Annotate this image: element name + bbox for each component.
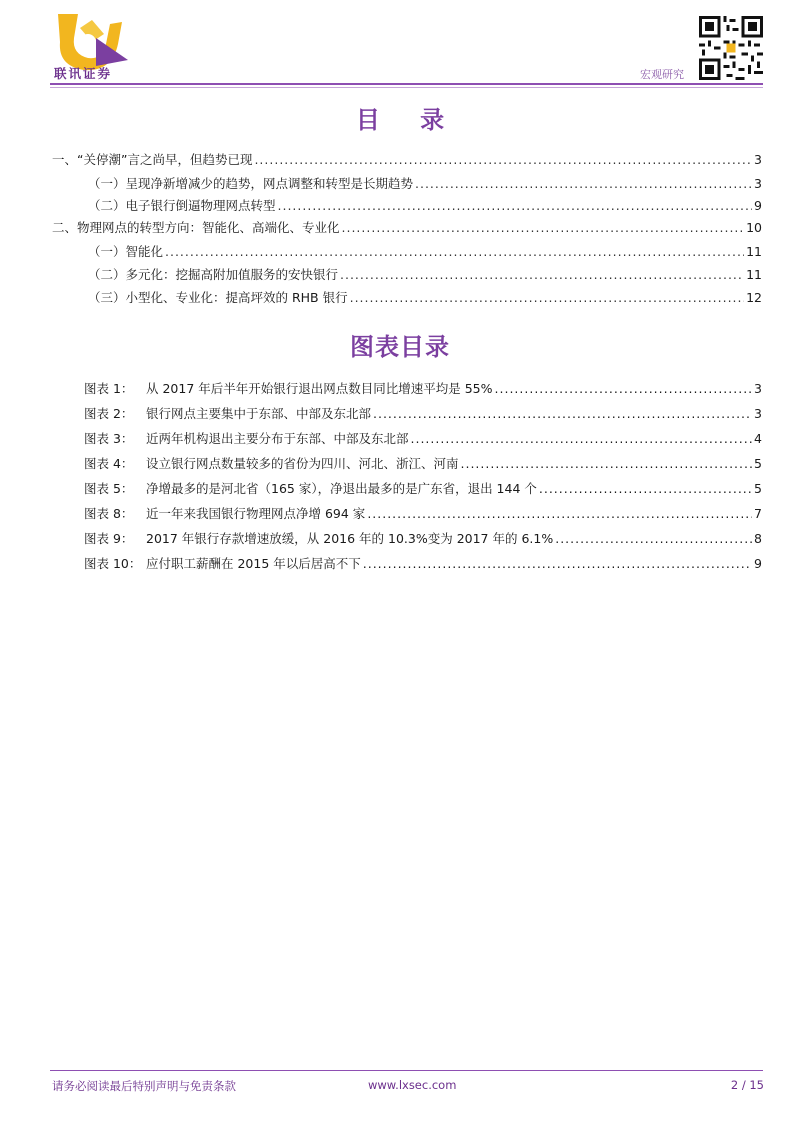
figure-entry-text: 近一年来我国银行物理网点净增 694 家	[146, 506, 366, 521]
figure-leader	[411, 431, 753, 446]
figure-leader	[555, 531, 752, 546]
figure-entry-page: 8	[754, 531, 762, 546]
toc-entry[interactable]	[0, 242, 800, 260]
toc-entry-page: 11	[746, 267, 762, 282]
figure-entry[interactable]	[0, 504, 800, 522]
company-logo-text: 联讯证券	[54, 66, 113, 81]
toc-entry-page: 9	[754, 198, 762, 213]
toc-leader	[350, 290, 744, 305]
figure-entry-label: 图表 10：	[84, 556, 142, 571]
toc-entry-page: 10	[746, 220, 762, 235]
figure-entry-page: 5	[754, 481, 762, 496]
figure-entry-label: 图表 8：	[84, 506, 134, 521]
header-rule	[50, 83, 763, 85]
figure-entry[interactable]	[0, 479, 800, 497]
footer-disclaimer: 请务必阅读最后特别声明与免责条款	[52, 1079, 236, 1093]
figure-entry-text: 2017 年银行存款增速放缓，从 2016 年的 10.3%变为 2017 年的 6.1%	[146, 531, 554, 546]
toc-entry-page: 12	[746, 290, 762, 305]
figure-entry-label: 图表 4：	[84, 456, 134, 471]
toc-entry[interactable]	[0, 218, 800, 236]
figure-leader	[495, 381, 753, 396]
figure-entry-label: 图表 5：	[84, 481, 134, 496]
toc-entry-text: （三）小型化、专业化：提高坪效的 RHB 银行	[88, 290, 348, 305]
figure-entry-page: 7	[754, 506, 762, 521]
figure-list-title: 图表目录	[350, 333, 450, 361]
toc-leader	[278, 198, 753, 213]
figure-leader	[461, 456, 753, 471]
toc-entry-page: 3	[754, 176, 762, 191]
figure-entry-label: 图表 9：	[84, 531, 134, 546]
figure-entry[interactable]	[0, 454, 800, 472]
section-label: 宏观研究	[640, 68, 684, 81]
toc-entry[interactable]	[0, 174, 800, 192]
figure-entry[interactable]	[0, 554, 800, 572]
figure-entry[interactable]	[0, 529, 800, 547]
figure-entry[interactable]	[0, 429, 800, 447]
toc-entry[interactable]	[0, 288, 800, 306]
toc-title: 目 录	[355, 106, 461, 134]
toc-leader	[254, 152, 752, 167]
figure-entry-label: 图表 3：	[84, 431, 134, 446]
footer-website-link[interactable]: www.lxsec.com	[368, 1078, 457, 1092]
footer-page-number: 2 / 15	[730, 1078, 764, 1092]
figure-entry-page: 3	[754, 381, 762, 396]
figure-entry-text: 净增最多的是河北省（165 家），净退出最多的是广东省，退出 144 个	[146, 481, 537, 496]
toc-entry-text: （一）智能化	[88, 244, 164, 259]
header-rule-thin	[50, 87, 763, 88]
toc-entry-text: （二）电子银行倒逼物理网点转型	[88, 198, 276, 213]
page-header	[0, 0, 800, 90]
figure-entry[interactable]	[0, 379, 800, 397]
figure-entry-text: 近两年机构退出主要分布于东部、中部及东北部	[146, 431, 409, 446]
figure-entry-text: 从 2017 年后半年开始银行退出网点数目同比增速平均是 55%	[146, 381, 493, 396]
toc-entry[interactable]	[0, 150, 800, 168]
toc-entry-page: 11	[746, 244, 762, 259]
figure-entry-text: 应付职工薪酬在 2015 年以后居高不下	[146, 556, 361, 571]
figure-entry-page: 4	[754, 431, 762, 446]
toc-leader	[165, 244, 744, 259]
qr-code-icon	[699, 16, 763, 80]
toc-entry-page: 3	[754, 152, 762, 167]
figure-entry-label: 图表 1：	[84, 381, 134, 396]
figure-entry-text: 银行网点主要集中于东部、中部及东北部	[146, 406, 372, 421]
figure-leader	[363, 556, 752, 571]
toc-entry-text: 一、“关停潮”言之尚早，但趋势已现	[52, 152, 253, 167]
figure-entry-page: 9	[754, 556, 762, 571]
toc-leader	[415, 176, 752, 191]
figure-leader	[373, 406, 752, 421]
figure-leader	[539, 481, 752, 496]
toc-entry-text: 二、物理网点的转型方向：智能化、高端化、专业化	[52, 220, 340, 235]
figure-leader	[367, 506, 752, 521]
toc-entry-text: （一）呈现净新增减少的趋势，网点调整和转型是长期趋势	[88, 176, 414, 191]
toc-leader	[340, 267, 744, 282]
figure-entry-page: 3	[754, 406, 762, 421]
toc-entry-text: （二）多元化：挖掘高附加值服务的安快银行	[88, 267, 339, 282]
figure-entry[interactable]	[0, 404, 800, 422]
toc-entry[interactable]	[0, 196, 800, 214]
toc-leader	[342, 220, 745, 235]
toc-entry[interactable]	[0, 265, 800, 283]
footer-rule	[50, 1070, 763, 1071]
figure-entry-page: 5	[754, 456, 762, 471]
figure-entry-label: 图表 2：	[84, 406, 134, 421]
figure-entry-text: 设立银行网点数量较多的省份为四川、河北、浙江、河南	[146, 456, 459, 471]
